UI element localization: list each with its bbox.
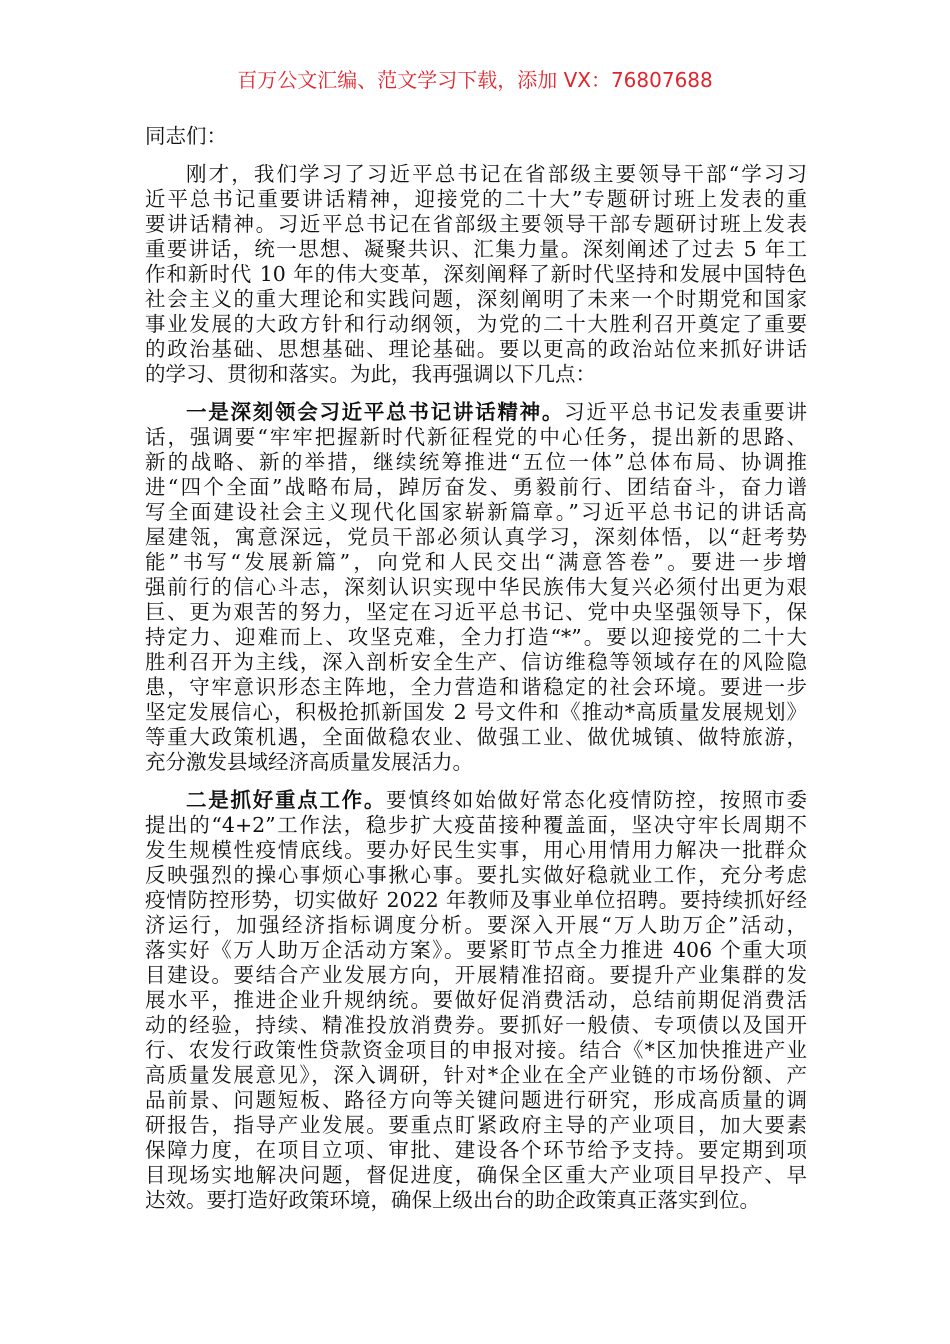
text-line [145, 362, 807, 387]
line-text: 保障力度，在项目立项、审批、建设各个环节给予支持。要定期到项 [145, 1138, 807, 1162]
line-text: 胜利召开为主线，深入剖析安全生产、信访维稳等领域存在的风险隐 [145, 650, 807, 674]
line-text: 强前行的信心斗志，深刻认识实现中华民族伟大复兴必须付出更为艰 [145, 575, 807, 599]
text-line [145, 813, 807, 838]
line-text: 提出的“4+2”工作法，稳步扩大疫苗接种覆盖面，坚决守牢长周期不 [145, 813, 807, 837]
text-line [145, 1038, 807, 1063]
line-text: 目建设。要结合产业发展方向，开展精准招商。要提升产业集群的发 [145, 963, 807, 987]
line-text: 发生规模性疫情底线。要办好民生实事，用心用情用力解决一批群众 [145, 838, 807, 862]
line-text: 目现场实地解决问题，督促进度，确保全区重大产业项目早投产、早 [145, 1163, 807, 1187]
paragraph [145, 162, 807, 387]
text-line [145, 750, 807, 775]
line-text: 高质量发展意见》，深入调研，针对*企业在全产业链的市场份额、产 [145, 1063, 807, 1087]
text-line [145, 725, 807, 750]
text-line [145, 600, 807, 625]
text-line [145, 475, 807, 500]
line-text: 展水平，推进企业升规纳统。要做好促消费活动，总结前期促消费活 [145, 988, 807, 1012]
line-text: 行、农发行政策性贷款资金项目的申报对接。结合《*区加快推进产业 [145, 1038, 807, 1062]
line-text: 品前景、问题短板、路径方向等关键问题进行研究，形成高质量的调 [145, 1088, 807, 1112]
paragraph [145, 788, 807, 1213]
line-text: 屋建瓴，寓意深远，党员干部必须认真学习，深刻体悟，以“赶考势 [145, 525, 807, 549]
line-text: 写全面建设社会主义现代化国家崭新篇章。”习近平总书记的讲话高 [145, 500, 807, 524]
line-text: 充分激发县域经济高质量发展活力。 [145, 750, 473, 774]
line-text: 社会主义的重大理论和实践问题，深刻阐明了未来一个时期党和国家 [145, 287, 807, 311]
line-text: 动的经验，持续、精准投放消费券。要抓好一般债、专项债以及国开 [145, 1013, 807, 1037]
text-line [145, 963, 807, 988]
text-line [145, 988, 807, 1013]
line-text: 事业发展的大政方针和行动纲领，为党的二十大胜利召开奠定了重要 [145, 312, 807, 336]
text-line [145, 237, 807, 262]
text-line [145, 888, 807, 913]
text-line [145, 913, 807, 938]
line-text: 新的战略、新的举措，继续统筹推进“五位一体”总体布局、协调推 [145, 450, 807, 474]
line-text: 坚定发展信心，积极抢抓新国发 2 号文件和《推动*高质量发展规划》 [145, 700, 807, 724]
text-line [145, 187, 807, 212]
text-line [145, 312, 807, 337]
text-line [145, 525, 807, 550]
text-line [145, 337, 807, 362]
text-line [145, 575, 807, 600]
line-text: 达效。要打造好政策环境，确保上级出台的助企政策真正落实到位。 [145, 1188, 760, 1212]
text-line [145, 1013, 807, 1038]
line-text: 习近平总书记发表重要讲 [564, 400, 807, 424]
text-line [145, 162, 807, 187]
paragraph [145, 400, 807, 775]
text-line [145, 400, 807, 425]
line-text: 济运行，加强经济指标调度分析。要深入开展“万人助万企”活动， [145, 913, 807, 937]
line-text: 刚才，我们学习了习近平总书记在省部级主要领导干部“学习习 [186, 162, 807, 186]
text-line [145, 838, 807, 863]
text-line [145, 788, 807, 813]
line-text: 的学习、贯彻和落实。为此，我再强调以下几点： [145, 362, 596, 386]
text-line [145, 262, 807, 287]
text-line [145, 1188, 807, 1213]
text-line [145, 287, 807, 312]
text-line [145, 550, 807, 575]
line-text: 话，强调要“牢牢把握新时代新征程党的中心任务，提出新的思路、 [145, 425, 807, 449]
text-line [145, 938, 807, 963]
text-line [145, 1088, 807, 1113]
text-line [145, 700, 807, 725]
watermark-header: 百万公文汇编、范文学习下载，添加 VX：76807688 [237, 68, 713, 92]
line-text: 近平总书记重要讲话精神，迎接党的二十大”专题研讨班上发表的重 [145, 187, 807, 211]
line-text: 研报告，指导产业发展。要重点盯紧政府主导的产业项目，加大要素 [145, 1113, 807, 1137]
line-text: 的政治基础、思想基础、理论基础。要以更高的政治站位来抓好讲话 [145, 337, 807, 361]
line-text: 要慎终如始做好常态化疫情防控，按照市委 [386, 788, 807, 812]
text-line [145, 425, 807, 450]
text-line [145, 1113, 807, 1138]
text-line [145, 675, 807, 700]
line-text: 反映强烈的操心事烦心事揪心事。要扎实做好稳就业工作，充分考虑 [145, 863, 807, 887]
greeting: 同志们： [145, 124, 227, 148]
section-heading: 二是抓好重点工作。 [186, 788, 387, 812]
line-text: 巨、更为艰苦的努力，坚定在习近平总书记、党中央坚强领导下，保 [145, 600, 807, 624]
text-line [145, 863, 807, 888]
line-text: 患，守牢意识形态主阵地，全力营造和谐稳定的社会环境。要进一步 [145, 675, 807, 699]
paragraphs [145, 162, 807, 1213]
section-heading: 一是深刻领会习近平总书记讲话精神。 [186, 400, 565, 424]
line-text: 作和新时代 10 年的伟大变革，深刻阐释了新时代坚持和发展中国特色 [145, 262, 807, 286]
line-text: 进“四个全面”战略布局，踔厉奋发、勇毅前行、团结奋斗，奋力谱 [145, 475, 807, 499]
line-text: 能”书写“发展新篇”，向党和人民交出“满意答卷”。要进一步增 [145, 550, 807, 574]
line-text: 要讲话精神。习近平总书记在省部级主要领导干部专题研讨班上发表 [145, 212, 807, 236]
document-body [145, 124, 807, 1213]
text-line [145, 1163, 807, 1188]
text-line [145, 212, 807, 237]
text-line [145, 625, 807, 650]
line-text: 持定力、迎难而上、攻坚克难，全力打造“*”。要以迎接党的二十大 [145, 625, 807, 649]
text-line [145, 650, 807, 675]
line-text: 疫情防控形势，切实做好 2022 年教师及事业单位招聘。要持续抓好经 [145, 888, 807, 912]
line-text: 落实好《万人助万企活动方案》。要紧盯节点全力推进 406 个重大项 [145, 938, 807, 962]
text-line [145, 1138, 807, 1163]
text-line [145, 1063, 807, 1088]
text-line [145, 500, 807, 525]
line-text: 等重大政策机遇，全面做稳农业、做强工业、做优城镇、做特旅游， [145, 725, 807, 749]
line-text: 重要讲话，统一思想、凝聚共识、汇集力量。深刻阐述了过去 5 年工 [145, 237, 807, 261]
text-line [145, 450, 807, 475]
